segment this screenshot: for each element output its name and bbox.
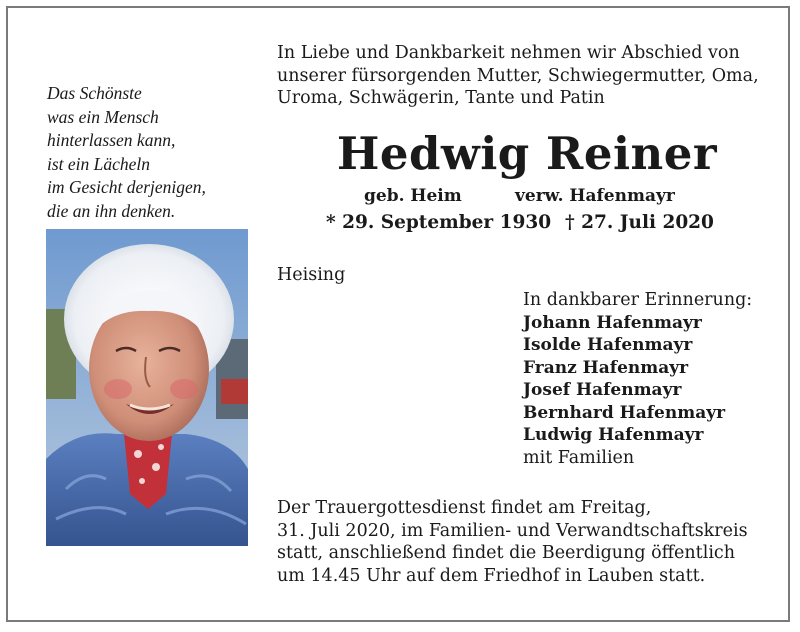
birth-date: * 29. September 1930 [326,212,552,233]
intro-line: In Liebe und Dankbarkeit nehmen wir Abschied von [277,43,740,63]
deceased-name: Hedwig Reiner [336,127,718,180]
quote-line: hinterlassen kann, [47,130,176,150]
service-info [277,497,777,587]
death-date: † 27. Juli 2020 [565,212,714,233]
quote-line: was ein Mensch [47,106,159,127]
service-line: Der Trauergottesdienst findet am Freitag, [277,498,652,518]
quote-line: Das Schönste [47,83,142,103]
intro-line: Uroma, Schwägerin, Tante und Patin [277,88,605,108]
widowed-name: verw. Hafenmayr [515,186,675,206]
intro-line: unserer fürsorgenden Mutter, Schwiegermutter, Oma, [277,65,759,86]
mourner-name: Bernhard Hafenmayr [523,402,726,423]
service-line: um 14.45 Uhr auf dem Friedhof in Lauben statt. [277,565,706,586]
memorial-quote [47,82,267,223]
quote-line: im Gesicht derjenigen, [47,177,206,197]
mourner-name: Franz Hafenmayr [523,357,689,378]
quote-line: ist ein Lächeln [47,153,151,174]
birth-name: geb. Heim [364,186,462,206]
intro-text [277,42,777,110]
quote-line: die an ihn denken. [47,200,176,221]
service-line: statt, anschließend findet die Beerdigung öffentlich [277,543,735,563]
portrait-illustration [46,229,248,546]
mourners-list [523,289,752,469]
mourners-footer: mit Familien [523,447,635,468]
mourners-header: In dankbarer Erinnerung: [523,290,753,310]
mourner-name: Ludwig Hafenmayr [523,425,704,445]
service-line: 31. Juli 2020, im Familien- und Verwandtschaftskreis [277,520,748,541]
mourner-name: Johann Hafenmayr [523,312,702,333]
portrait-photo [46,229,248,546]
place-name: Heising [277,265,346,285]
mourner-name: Isolde Hafenmayr [523,335,693,355]
mourner-name: Josef Hafenmayr [523,380,682,400]
